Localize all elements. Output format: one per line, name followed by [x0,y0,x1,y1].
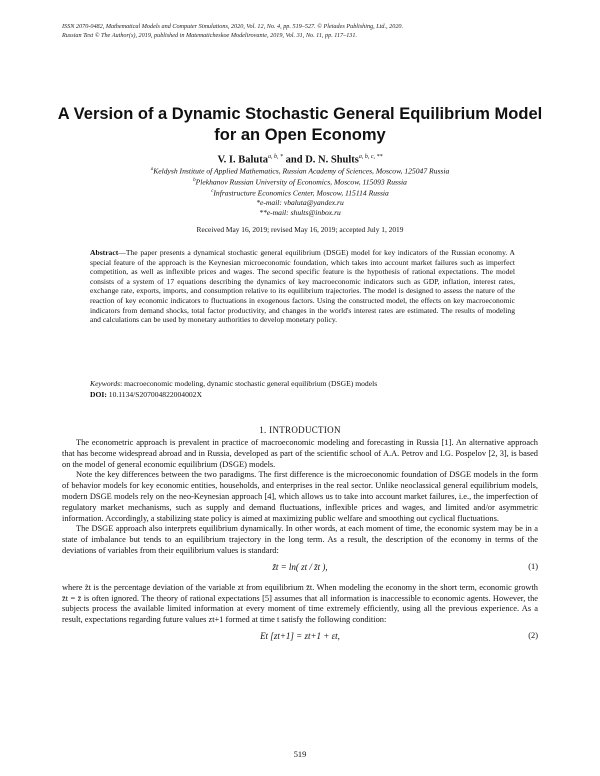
header-line-2: Russian Text © The Author(s), 2019, published in Matematicheskoe Modelirovanie, 2019, Vol. 31, No. 11, pp. 117–131. [62,32,358,39]
affiliation-a: $^a$Keldysh Institute of Applied Mathematics, Russian Academy of Sciences, Moscow, 125047 Russia [150,166,450,176]
abstract-text: —The paper presents a dynamical stochastic general equilibrium (DSGE) model for key indicators of the Russian economy. A special feature of the approach is the Keynesian microeconomic foundation, which takes into account market failures such as imperfect competition, as well as inflexible prices and wages. The second specific feature is the hypothesis of rational expectations. The model consists of a system of 17 equations describing the dynamics of key macroeconomic indicators such as GDP, inflation, interest rates, exchange rate, exports, imports, and consumption relative to its equilibrium trajectories. The model is designed to assess the nature of the reaction of key economic indicators to fluctuations in exogenous factors. Using the constructed model, the effects on key macroeconomic indicators from demand shocks, total factor productivity, and changes in the world's interest rates are estimated. The results of modeling and calculations can be used by monetary authorities to develop monetary policy. [90,248,515,325]
author-1: V. I. Baluta [217,154,269,166]
body-text [62,438,538,652]
keywords-text: : macroeconomic modeling, dynamic stochastic general equilibrium (DSGE) models [120,379,378,388]
title-line-2: for an Open Economy [214,126,386,144]
paragraph-4: where z̃t is the percentage deviation of the variable zt from equilibrium z̄t. When modeling the economy in the short term, economic growth z̄t = z̄ is often ignored. The theory of rational expectations [5] assumes that all information is inaccessible to economic agents. However, the subjects process the available limited information at every moment of time extremely efficiently, using all the previous experience. As a result, expectations regarding future values zt+1 formed at time t satisfy the following condition: [62,582,538,625]
affiliations [60,165,540,218]
affiliation-b: $^b$Plekhanov Russian University of Economics, Moscow, 115093 Russia [193,177,407,187]
affiliation-c: $^c$Infrastructure Economics Center, Moscow, 115114 Russia [211,188,389,198]
paper-title [40,104,560,146]
doi-label: DOI: [90,390,107,399]
equation-2-number: (2) [528,630,538,640]
keywords [90,379,515,389]
equation-2-formula: Et [zt+1] = zt+1 + εt, [260,630,340,641]
journal-header [62,22,542,40]
email-1[interactable]: *e-mail: vbaluta@yandex.ru [256,198,344,208]
equation-1 [62,559,538,581]
author-2-marks: a, b, c, ** [358,154,383,160]
author-1-marks: a, b, * [268,154,284,160]
title-line-1: A Version of a Dynamic Stochastic General Equilibrium Model [57,105,543,123]
header-line-1: ISSN 2070-0482, Mathematical Models and Computer Simulations, 2020, Vol. 12, No. 4, pp. 519–527. © Pleiades Publishing, Ltd., 2020. [62,23,404,30]
abstract-label: Abstract [90,248,119,257]
author-connector: and [285,154,303,166]
equation-2 [62,628,538,650]
keywords-label: Keywords [90,379,121,388]
equation-1-formula: z̃t = ln( zt / z̄t ), [272,561,328,572]
doi [90,390,515,400]
section-heading: 1. INTRODUCTION [259,425,341,435]
received-dates: Received May 16, 2019; revised May 16, 2019; accepted July 1, 2019 [196,225,404,234]
email-2[interactable]: **e-mail: shults@inbox.ru [259,207,341,217]
author-2: D. N. Shults [305,154,359,166]
equation-1-number: (1) [528,561,538,571]
paragraph-2: Note the key differences between the two paradigms. The first difference is the microeconomic foundation of DSGE models in the form of behavior models for key economic entities, households, and enterprises in the real sector. Unlike neoclassical general equilibrium models, modern DSGE models rely on the neo-Keynesian approach [4], which allows us to take into account market failures, i.e., the imperfection of regulatory market mechanisms, such as supply and demand fluctuations, inflexible prices and wages, and limited and/or asymmetric information. Accordingly, a stabilizing state policy is aimed at maximizing public welfare and smoothing out cyclical fluctuations. [62,470,538,523]
doi-value[interactable]: 10.1134/S207004822004002X [106,390,202,399]
paragraph-3: The DSGE approach also interprets equilibrium dynamically. In other words, at each moment of time, the economic system may be in a state of imbalance but tends to an equilibrium trajectory in the long term. As a result, the description of the economy in terms of the deviations of variables from their equilibrium values is standard: [62,524,538,555]
abstract [90,248,515,325]
page-number: 519 [293,750,307,759]
paragraph-1: The econometric approach is prevalent in practice of macroeconomic modeling and forecasting in Russia [1]. An alternative approach that has become widespread abroad and in Russia, developed as part of the scientific school of A.A. Petrov and I.G. Pospelov [2, 3], is based on the model of general economic equilibrium (DSGE) models. [62,438,538,469]
